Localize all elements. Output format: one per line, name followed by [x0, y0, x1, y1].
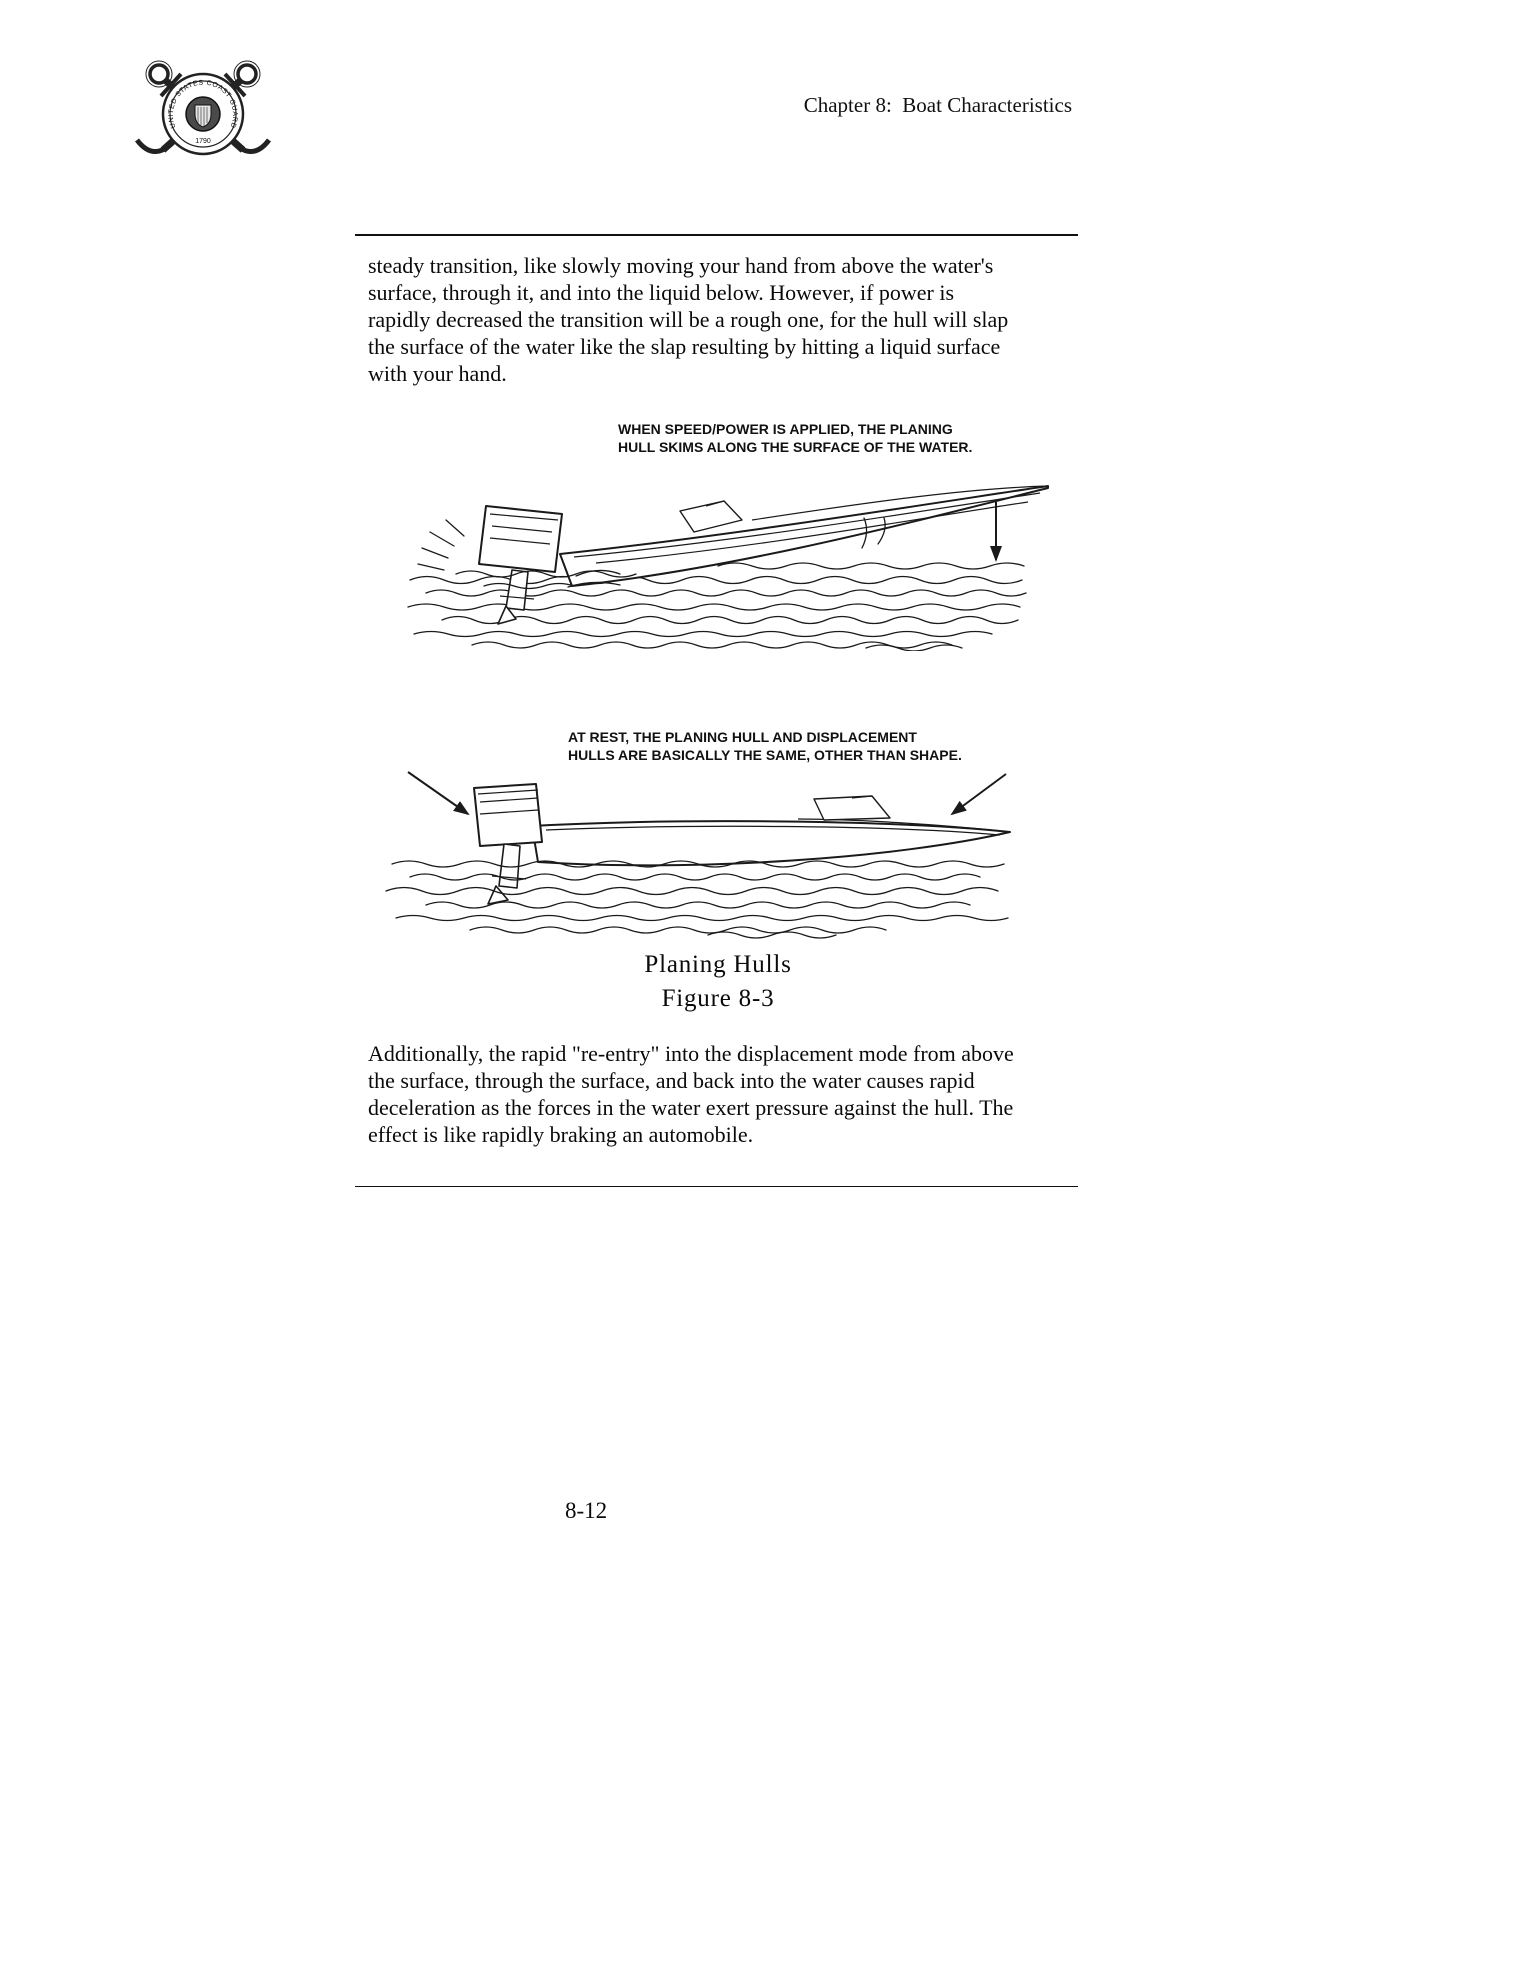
figure-title: Planing Hulls [644, 951, 792, 978]
windshield [680, 501, 742, 532]
coast-guard-seal-graphic [133, 50, 273, 180]
rest-boat-hull [532, 796, 1010, 865]
top-rule [355, 234, 1078, 236]
paragraph-line: surface, through it, and into the liquid below. However, if power is [368, 280, 955, 305]
paragraph-line: effect is like rapidly braking an automobile. [368, 1122, 754, 1147]
paragraph-line: the surface, through the surface, and back into the water causes rapid [368, 1068, 975, 1093]
paragraph-transition [368, 252, 1088, 387]
paragraph-line: rapidly decreased the transition will be a rough one, for the hull will slap [368, 307, 1009, 332]
at-rest-hull-drawing [378, 764, 1038, 939]
figure-caption-rest [568, 729, 962, 764]
page-number: 8-12 [565, 1498, 608, 1523]
paragraph-line: the surface of the water like the slap resulting by hitting a liquid surface [368, 334, 1001, 359]
paragraph-line: steady transition, like slowly moving your hand from above the water's [368, 253, 994, 278]
water-lines [408, 563, 1026, 651]
planing-boat-hull [560, 486, 1048, 586]
paragraph-reentry [368, 1040, 1088, 1148]
paragraph-line: with your hand. [368, 361, 507, 386]
paragraph-line: deceleration as the forces in the water exert pressure against the hull. The [368, 1095, 1014, 1120]
caption-line: HULLS ARE BASICALLY THE SAME, OTHER THAN SHAPE. [568, 746, 962, 763]
pointer-arrow-right-icon [952, 774, 1006, 814]
figure-number: Figure 8-3 [661, 985, 775, 1012]
water-lines [386, 861, 1008, 938]
seal-year-text: 1790 [195, 138, 211, 145]
caption-line: AT REST, THE PLANING HULL AND DISPLACEMENT [568, 729, 917, 745]
bottom-rule [355, 1186, 1078, 1187]
windshield [814, 796, 890, 820]
caption-line: WHEN SPEED/POWER IS APPLIED, THE PLANING [618, 421, 953, 437]
caption-line: HULL SKIMS ALONG THE SURFACE OF THE WATER. [618, 438, 973, 455]
chapter-header: Chapter 8: Boat Characteristics [803, 93, 1072, 117]
coast-guard-seal [133, 50, 273, 185]
outboard-motor [479, 506, 562, 624]
figure-caption-planing [618, 421, 972, 456]
planing-hull-drawing [400, 456, 1065, 651]
seal-ring-text: UNITED STATES COAST GUARD [167, 79, 239, 129]
outboard-motor [474, 784, 542, 904]
pointer-arrow-left-icon [408, 772, 468, 814]
paragraph-line: Additionally, the rapid "re-entry" into the displacement mode from above [368, 1041, 1014, 1066]
